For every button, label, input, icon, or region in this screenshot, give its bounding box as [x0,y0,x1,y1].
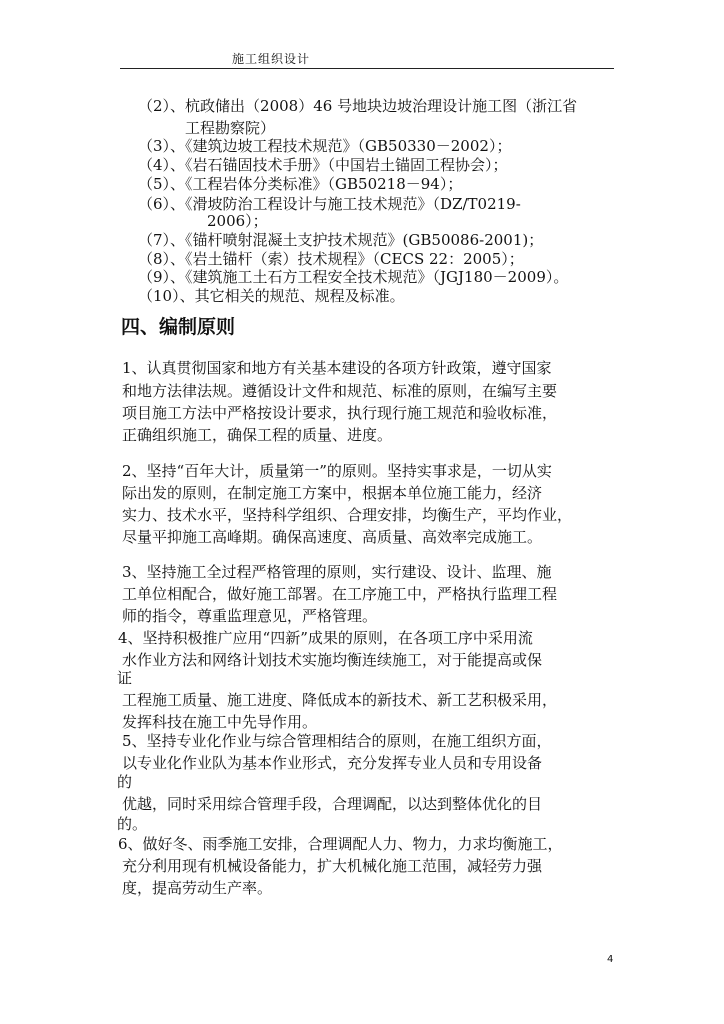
header-title: 施工组织设计 [232,52,311,66]
page-number: 4 [607,954,614,965]
body-line: 工程施工质量、施工进度、降低成本的新技术、新工艺积极采用， [122,691,558,709]
body-line: 4、坚持积极推广应用“四新”成果的原则，在各项工序中采用流 [118,629,533,647]
body-line: 以专业化作业队为基本作业形式，充分发挥专业人员和专用设备 [122,754,543,772]
body-line: 充分利用现有机械设备能力，扩大机械化施工范围，减轻劳力强 [122,857,543,875]
body-line: 师的指令，尊重监理意见，严格管理。 [122,607,378,625]
body-line: 和地方法律法规。遵循设计文件和规范、标准的原则，在编写主要 [122,382,558,400]
body-line: 际出发的原则，在制定施工方案中，根据本单位施工能力，经济 [122,484,543,502]
reference-line: （7）、《锚杆喷射混凝土支护技术规范》(GB50086-2001)； [138,231,544,249]
reference-line: （9）、《建筑施工土石方工程安全技术规范》（JGJ180－2009）。 [138,268,569,286]
body-line: 2、坚持“百年大计，质量第一”的原则。坚持实事求是，一切从实 [122,462,552,480]
body-line: 优越，同时采用综合管理手段，合理调配，以达到整体优化的目 [122,795,543,813]
body-line: 水作业方法和网络计划技术实施均衡连续施工，对于能提高或保 [122,651,543,669]
body-line: 发挥科技在施工中先导作用。 [122,713,318,731]
reference-line: （6）、《滑坡防治工程设计与施工技术规范》（DZ/T0219- [138,195,521,213]
body-line: 证 [117,669,133,687]
body-line: 工单位相配合，做好施工部署。在工序施工中，严格执行监理工程 [122,585,558,603]
body-line: 3、坚持施工全过程严格管理的原则，实行建设、设计、监理、施 [122,563,552,581]
reference-line: （5）、《工程岩体分类标准》（GB50218－94）； [138,175,463,193]
reference-line: （2）、杭政储出（2008）46 号地块边坡治理设计施工图（浙江省 [138,97,578,115]
body-line: 的 [117,773,133,791]
reference-line: （10）、其它相关的规范、规程及标准。 [138,287,405,305]
body-line: 尽量平抑施工高峰期。确保高速度、高质量、高效率完成施工。 [122,528,543,546]
section-heading: 四、编制原则 [121,316,236,338]
body-line: 6、做好冬、雨季施工安排，合理调配人力、物力，力求均衡施工， [118,835,563,853]
body-line: 正确组织施工，确保工程的质量、进度。 [122,426,393,444]
body-line: 1、认真贯彻国家和地方有关基本建设的各项方针政策，遵守国家 [122,359,552,377]
reference-line: （8）、《岩土锚杆（索）技术规程》（CECS 22：2005）； [138,250,524,268]
body-line: 项目施工方法中严格按设计要求，执行现行施工规范和验收标准， [122,404,558,422]
body-line: 实力、技术水平，坚持科学组织、合理安排，均衡生产，平均作业， [122,506,573,524]
body-line: 度，提高劳动生产率。 [122,879,273,897]
body-line: 5、坚持专业化作业与综合管理相结合的原则，在施工组织方面， [122,732,552,750]
reference-line: 2006）； [207,212,268,230]
page-header [120,48,614,69]
reference-line: （3）、《建筑边坡工程技术规范》（GB50330－2002）； [138,137,512,155]
reference-line: 工程勘察院） [185,119,276,137]
body-line: 的。 [117,815,148,833]
reference-line: （4）、《岩石锚固技术手册》（中国岩土锚固工程协会）； [138,156,508,174]
